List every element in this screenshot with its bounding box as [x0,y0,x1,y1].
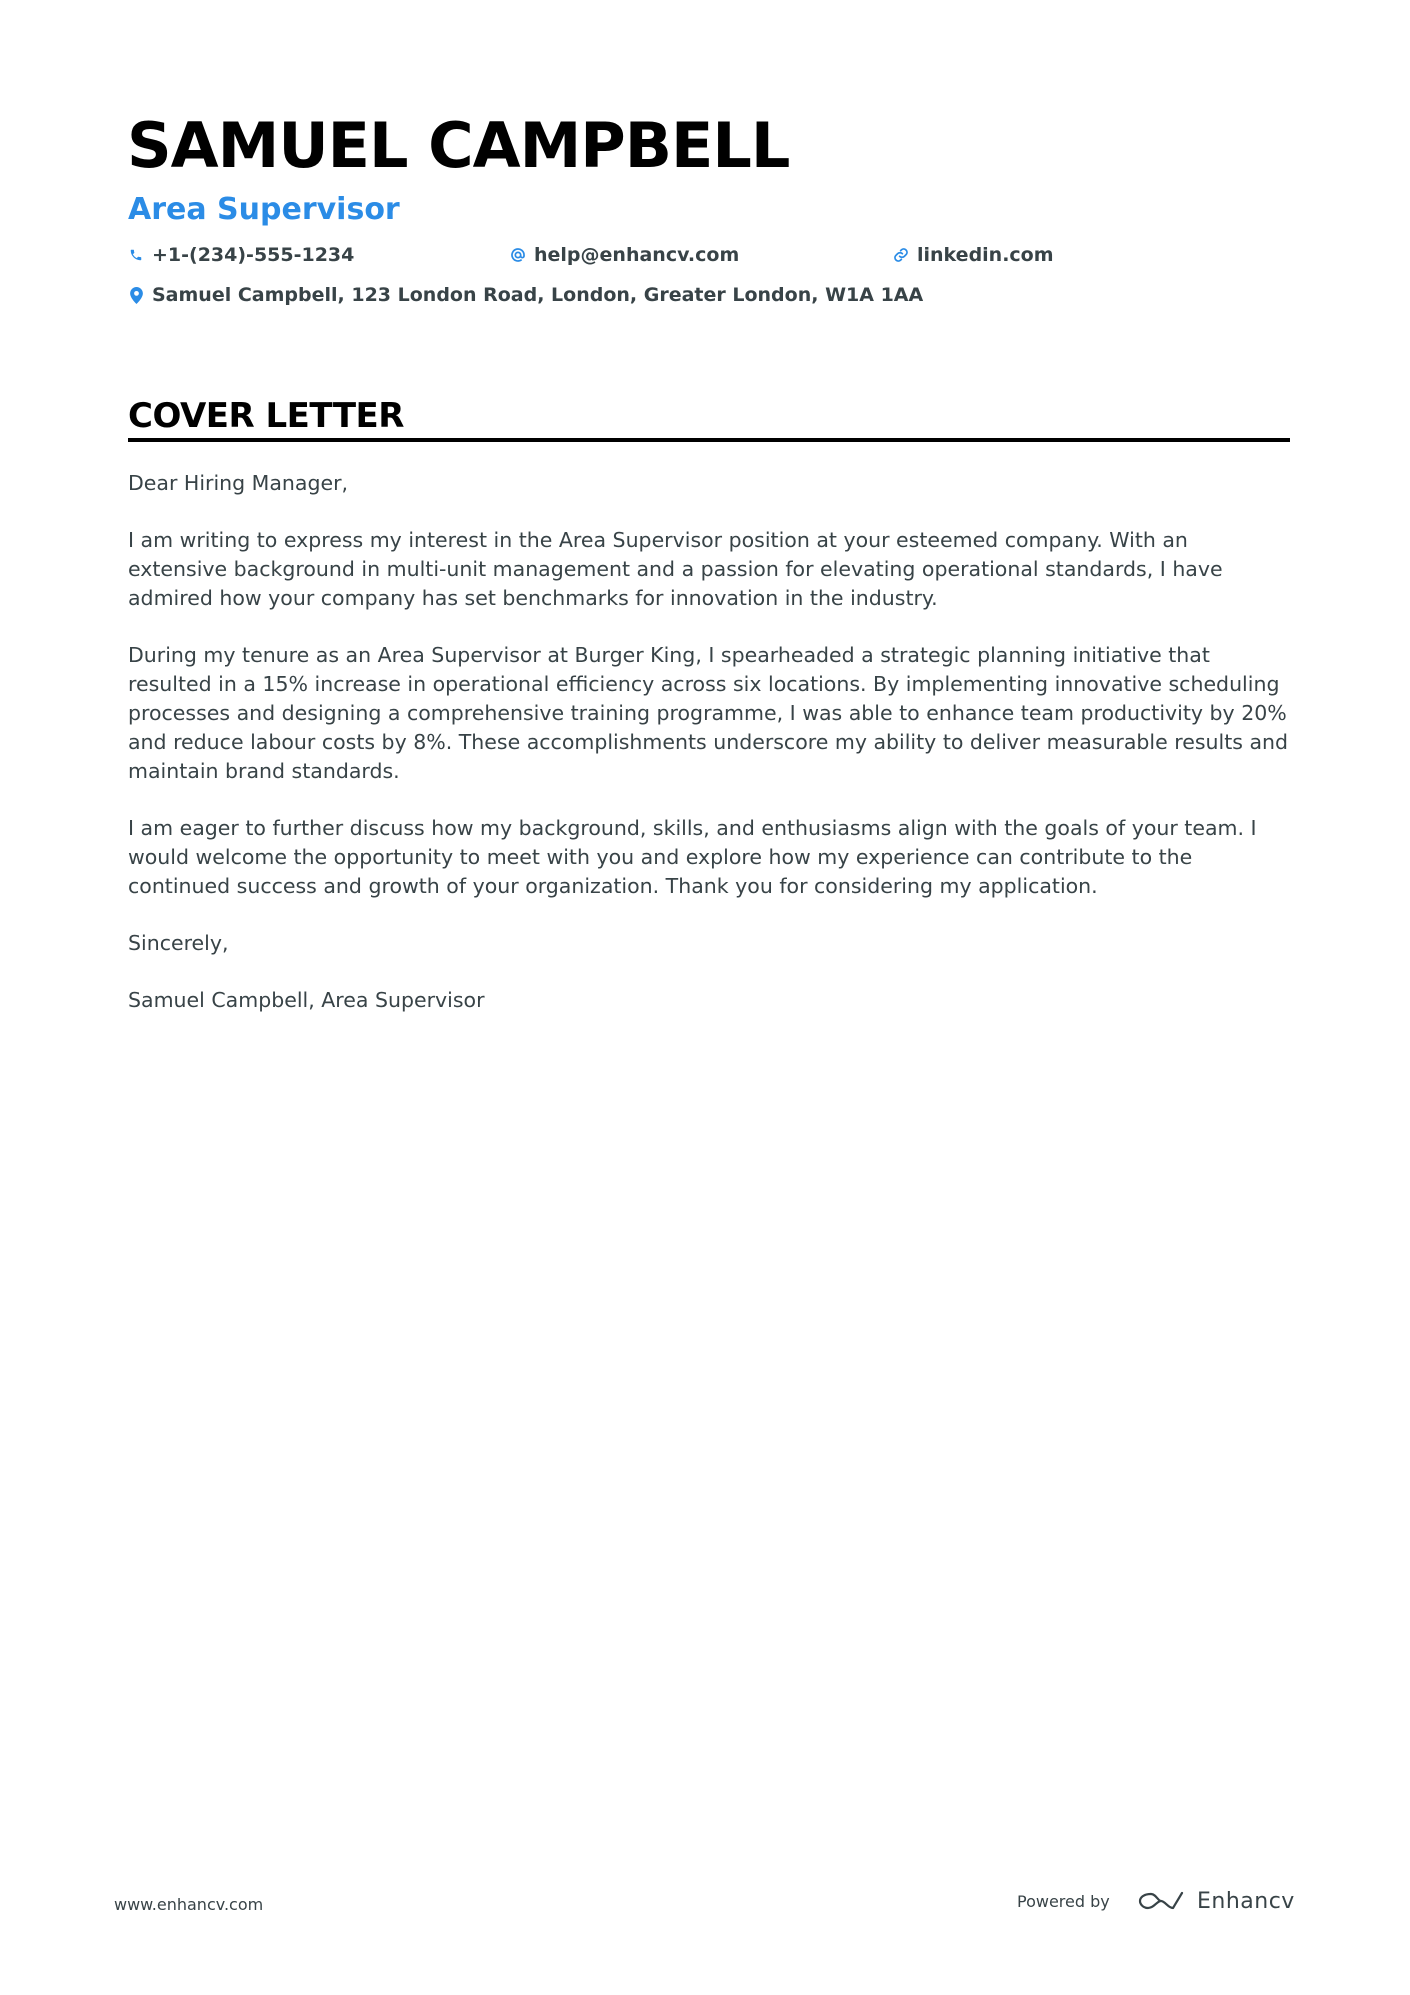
letter-paragraph: I am eager to further discuss how my background, skills, and enthusiasms align with the goals of your team. I would welcome the opportunity to meet with you and explore how my experience can contribute to the continued success and growth of your organization. Thank you for considering my application. [128,816,1257,898]
footer-url[interactable]: www.enhancv.com [114,1895,264,1914]
contact-email [510,241,739,269]
letter-paragraph: During my tenure as an Area Supervisor at Burger King, I spearheaded a strategic planning initiative that resulted in a 15% increase in operational efficiency across six locations. By implementing innovative scheduling processes and designing a comprehensive training programme, I was able to enhance team productivity by 20% and reduce labour costs by 8%. These accomplishments underscore my ability to deliver measurable results and maintain brand standards. [128,643,1289,783]
letter-paragraph: I am writing to express my interest in the Area Supervisor position at your esteemed company. With an extensive background in multi-unit management and a passion for elevating operational standards, I have admired how your company has set benchmarks for innovation in the industry. [128,528,1223,610]
contact-address [128,281,923,309]
email-text: help@enhancv.com [534,244,740,266]
link-text: linkedin.com [917,244,1054,266]
brand[interactable] [1137,1884,1295,1918]
letter-signature: Samuel Campbell, Area Supervisor [128,988,485,1012]
phone-text: +1-(234)-555-1234 [152,244,355,266]
powered-by-label: Powered by [1017,1892,1110,1911]
candidate-name: SAMUEL CAMPBELL [127,109,790,182]
letter-body [128,469,1290,1043]
contact-phone [128,241,354,269]
job-title: Area Supervisor [128,192,400,227]
phone-icon [128,246,144,264]
section-title: COVER LETTER [128,396,404,436]
letter-greeting: Dear Hiring Manager, [128,471,349,495]
address-text: Samuel Campbell, 123 London Road, London, Greater London, W1A 1AA [152,284,924,306]
letter-closing: Sincerely, [128,931,229,955]
at-icon [510,246,526,264]
location-pin-icon [128,286,144,304]
enhancv-logo-icon [1137,1888,1185,1914]
brand-name: Enhancv [1197,1888,1295,1914]
section-divider [128,438,1290,442]
contact-link [893,241,1054,269]
link-icon [893,246,909,264]
